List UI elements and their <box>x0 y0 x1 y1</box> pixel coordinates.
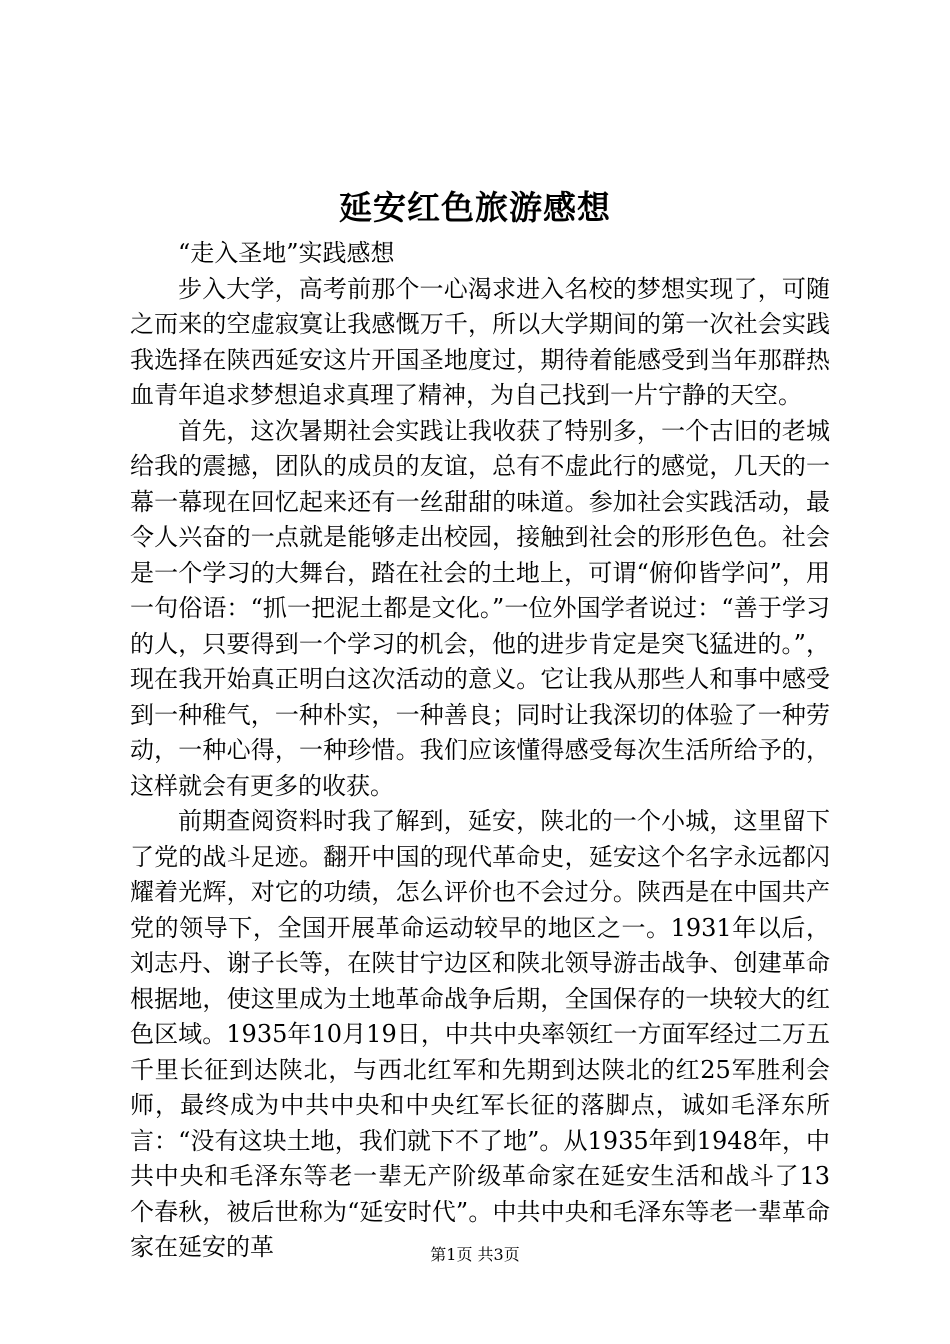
page-footer: 第1页 共3页 <box>430 1245 520 1264</box>
body-paragraph: 首先，这次暑期社会实践让我收获了特别多，一个古旧的老城给我的震撼，团队的成员的友谊，总有不虚此行的感觉，几天的一幕一幕现在回忆起来还有一丝甜甜的味道。参加社会实践活动，最令人兴奋的一点就是能够走出校园，接触到社会的形形色色。社会是一个学习的大舞台，踏在社会的土地上，可谓“俯仰皆学问”，用一句俗语：“抓一把泥土都是文化。”一位外国学者说过：“善于学习的人，只要得到一个学习的机会，他的进步肯定是突飞猛进的。”，现在我开始真正明白这次活动的意义。它让我从那些人和事中感受到一种稚气，一种朴实，一种善良；同时让我深切的体验了一种劳动，一种心得，一种珍惜。我们应该懂得感受每次生活所给予的，这样就会有更多的收获。 <box>130 416 830 800</box>
document-title: 延安红色旅游感想 <box>339 188 611 227</box>
document-body <box>130 236 830 1266</box>
subtitle-paragraph: “走入圣地”实践感想 <box>178 239 395 267</box>
body-paragraph: 步入大学，高考前那个一心渴求进入名校的梦想实现了，可随之而来的空虚寂寞让我感慨万千，所以大学期间的第一次社会实践我选择在陕西延安这片开国圣地度过，期待着能感受到当年那群热血青年追求梦想追求真理了精神，为自己找到一片宁静的天空。 <box>130 274 830 409</box>
body-paragraph: 前期查阅资料时我了解到，延安，陕北的一个小城，这里留下了党的战斗足迹。翻开中国的现代革命史，延安这个名字永远都闪耀着光辉，对它的功绩，怎么评价也不会过分。陕西是在中国共产党的领导下，全国开展革命运动较早的地区之一。1931年以后，刘志丹、谢子长等，在陕甘宁边区和陕北领导游击战争、创建革命根据地，使这里成为土地革命战争后期，全国保存的一块较大的红色区域。1935年10月19日，中共中央率领红一方面军经过二万五千里长征到达陕北，与西北红军和先期到达陕北的红25军胜利会师，最终成为中共中央和中央红军长征的落脚点，诚如毛泽东所言：“没有这块土地，我们就下不了地”。从1935年到1948年，中共中央和毛泽东等老一辈无产阶级革命家在延安生活和战斗了13个春秋，被后世称为“延安时代”。中共中央和毛泽东等老一辈革命家在延安的革 <box>130 807 830 1261</box>
